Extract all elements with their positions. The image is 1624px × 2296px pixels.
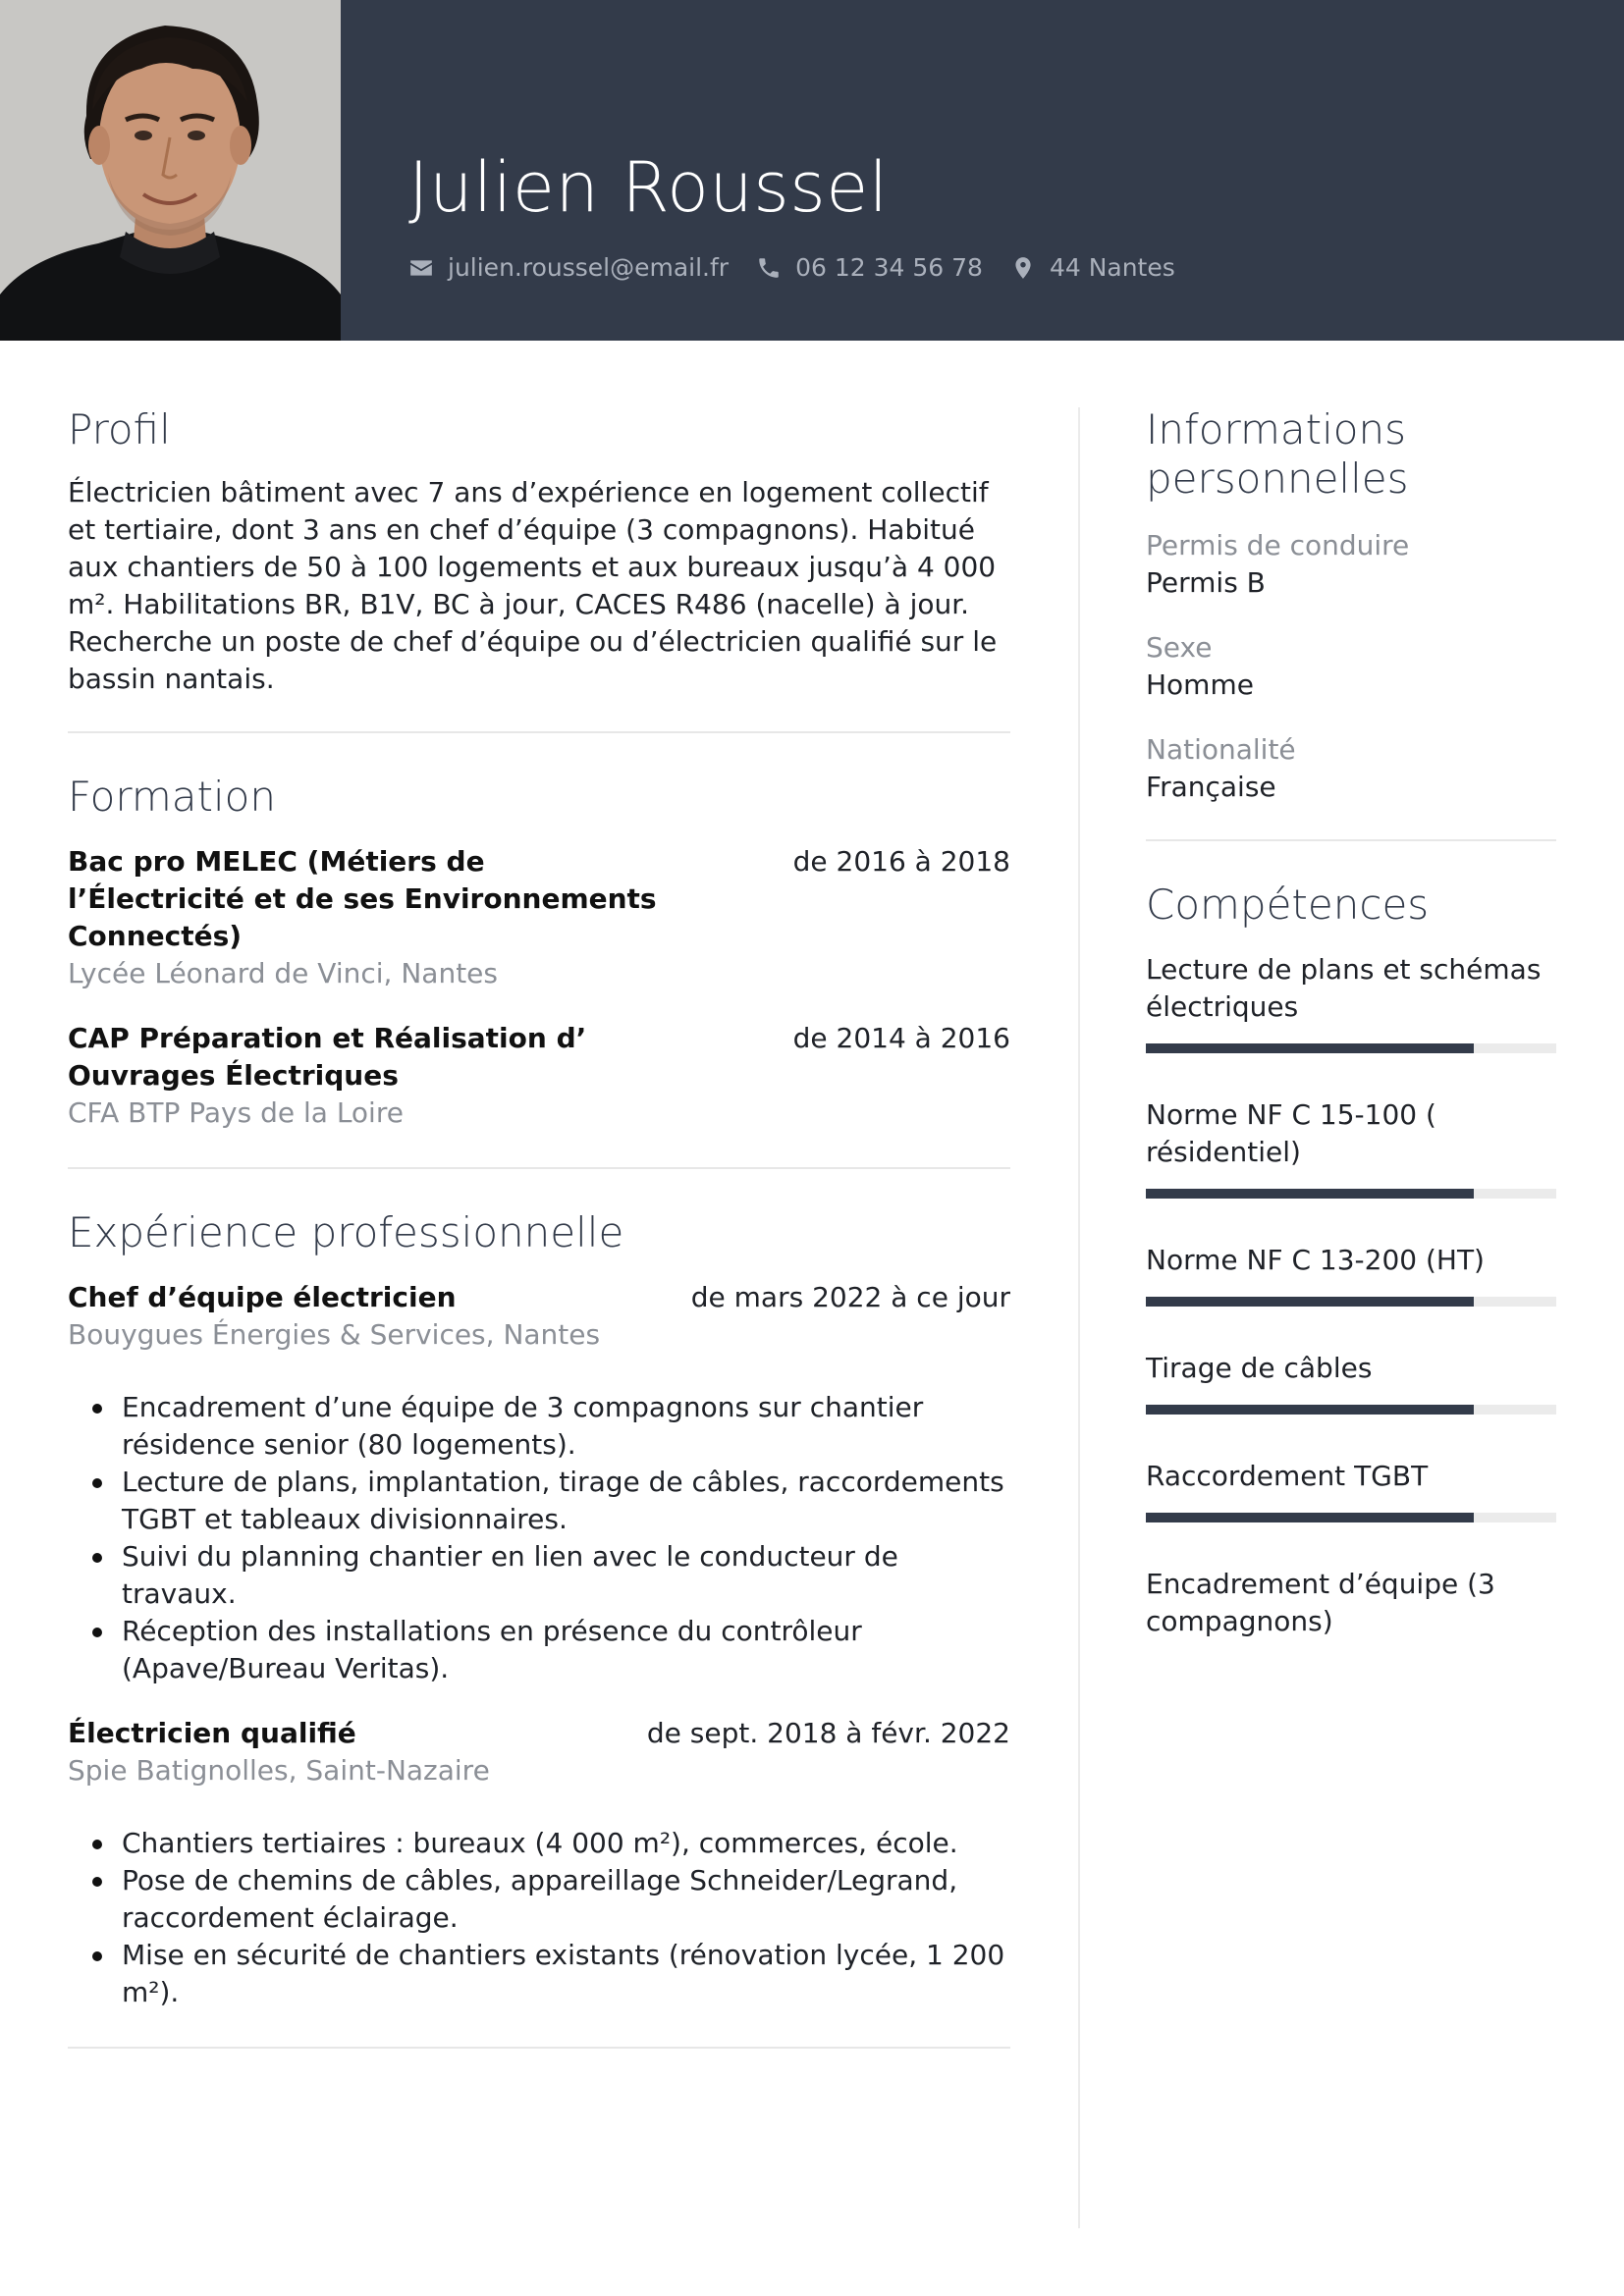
section-divider — [68, 731, 1010, 733]
profile-photo-illustration — [0, 0, 341, 341]
skill-bar — [1146, 1405, 1556, 1415]
info-value: Permis B — [1146, 566, 1266, 599]
email-text: julien.roussel@email.fr — [448, 253, 730, 282]
skill-bar — [1146, 1513, 1556, 1522]
education-section — [68, 773, 1010, 1132]
skill-name: Lecture de plans et schémas électriques — [1146, 953, 1542, 1023]
experience-bullets — [68, 1825, 1010, 2011]
section-divider — [68, 2047, 1010, 2049]
experience-company: Bouygues Énergies & Services, Nantes — [68, 1318, 601, 1351]
skill-name: Norme NF C 13-200 (HT) — [1146, 1244, 1485, 1276]
skill-bar-fill — [1146, 1405, 1474, 1415]
skill-bar-fill — [1146, 1513, 1474, 1522]
map-pin-icon — [1010, 255, 1036, 281]
contact-location — [1010, 253, 1175, 282]
skill-bar — [1146, 1043, 1556, 1053]
info-item — [1146, 629, 1556, 704]
contact-email[interactable] — [408, 253, 729, 282]
skill-item — [1146, 1566, 1556, 1640]
location-text: 44 Nantes — [1049, 253, 1175, 282]
experience-section — [68, 1208, 1010, 2011]
skill-name: Raccordement TGBT — [1146, 1460, 1429, 1492]
education-item — [68, 843, 1010, 992]
list-item: Encadrement d’une équipe de 3 compagnons sur chantier résidence senior (80 logements). — [122, 1389, 1010, 1464]
experience-title: Expérience professionnelle — [68, 1208, 624, 1256]
section-divider — [68, 1167, 1010, 1169]
skill-bar — [1146, 1297, 1556, 1307]
profile-photo — [0, 0, 341, 341]
skill-name: Norme NF C 15-100 ( résidentiel) — [1146, 1098, 1436, 1168]
info-value: Française — [1146, 771, 1276, 803]
list-item: Lecture de plans, implantation, tirage de câbles, raccordements TGBT et tableaux divisionnaires. — [122, 1464, 1010, 1538]
skill-bar-fill — [1146, 1189, 1474, 1199]
education-item — [68, 1020, 1010, 1132]
skill-item — [1146, 1458, 1556, 1522]
education-school: Lycée Léonard de Vinci, Nantes — [68, 957, 498, 989]
info-label: Nationalité — [1146, 733, 1296, 766]
sidebar-column — [1146, 405, 1556, 1640]
experience-dates: de mars 2022 à ce jour — [690, 1281, 1010, 1313]
list-item: Réception des installations en présence du contrôleur (Apave/Bureau Veritas). — [122, 1613, 1010, 1687]
info-value: Homme — [1146, 668, 1254, 701]
main-column — [68, 405, 1010, 2049]
phone-text: 06 12 34 56 78 — [795, 253, 983, 282]
experience-role: Électricien qualifié — [68, 1717, 356, 1749]
info-item — [1146, 731, 1556, 806]
profile-section — [68, 405, 1010, 698]
candidate-name: Julien Roussel — [408, 147, 889, 228]
list-item: Suivi du planning chantier en lien avec le conducteur de travaux. — [122, 1538, 1010, 1613]
contact-phone[interactable] — [756, 253, 983, 282]
section-divider — [1146, 839, 1556, 841]
skill-bar — [1146, 1189, 1556, 1199]
info-label: Permis de conduire — [1146, 529, 1410, 561]
skill-name: Encadrement d’équipe (3 compagnons) — [1146, 1568, 1495, 1637]
skill-item — [1146, 1350, 1556, 1415]
envelope-icon — [408, 255, 434, 281]
skill-bar-fill — [1146, 1043, 1474, 1053]
education-degree: CAP Préparation et Réalisation d’ Ouvrages Électriques — [68, 1022, 587, 1092]
skill-item — [1146, 951, 1556, 1053]
experience-bullets — [68, 1389, 1010, 1687]
experience-role: Chef d’équipe électricien — [68, 1281, 457, 1313]
profile-text: Électricien bâtiment avec 7 ans d’expérience en logement collectif et tertiaire, dont 3 ans en chef d’équipe (3 compagnons). Habitué aux chantiers de 50 à 100 logements et aux bureaux jusqu’à 4 000 m². Habilitations BR, B1V, BC à jour, CACES R486 (nacelle) à jour. Recherche un poste de chef d’équipe ou d’électricien qualifié sur le bassin nantais. — [68, 476, 998, 695]
resume-header — [0, 0, 1624, 341]
education-school: CFA BTP Pays de la Loire — [68, 1096, 404, 1129]
skill-bar-fill — [1146, 1297, 1474, 1307]
skill-item — [1146, 1242, 1556, 1307]
list-item: Chantiers tertiaires : bureaux (4 000 m²), commerces, école. — [122, 1825, 1010, 1862]
experience-dates: de sept. 2018 à févr. 2022 — [646, 1717, 1010, 1749]
column-divider — [1078, 407, 1080, 2228]
experience-company: Spie Batignolles, Saint-Nazaire — [68, 1754, 490, 1787]
profile-title: Profil — [68, 405, 171, 454]
personal-info-title: Informations personnelles — [1146, 405, 1409, 503]
skill-item — [1146, 1096, 1556, 1199]
info-label: Sexe — [1146, 631, 1213, 664]
education-dates: de 2016 à 2018 — [792, 845, 1010, 878]
personal-info-section — [1146, 405, 1556, 806]
experience-item — [68, 1715, 1010, 2011]
education-dates: de 2014 à 2016 — [792, 1022, 1010, 1054]
contact-line — [408, 253, 1203, 282]
experience-item — [68, 1279, 1010, 1687]
phone-icon — [756, 255, 782, 281]
list-item: Mise en sécurité de chantiers existants (rénovation lycée, 1 200 m²). — [122, 1937, 1010, 2011]
info-item — [1146, 527, 1556, 602]
list-item: Pose de chemins de câbles, appareillage Schneider/Legrand, raccordement éclairage. — [122, 1862, 1010, 1937]
education-degree: Bac pro MELEC (Métiers de l’Électricité et de ses Environnements Connectés) — [68, 845, 657, 952]
skills-section — [1146, 881, 1556, 1640]
skill-name: Tirage de câbles — [1146, 1352, 1373, 1384]
skills-title: Compétences — [1146, 881, 1430, 929]
education-title: Formation — [68, 773, 276, 821]
